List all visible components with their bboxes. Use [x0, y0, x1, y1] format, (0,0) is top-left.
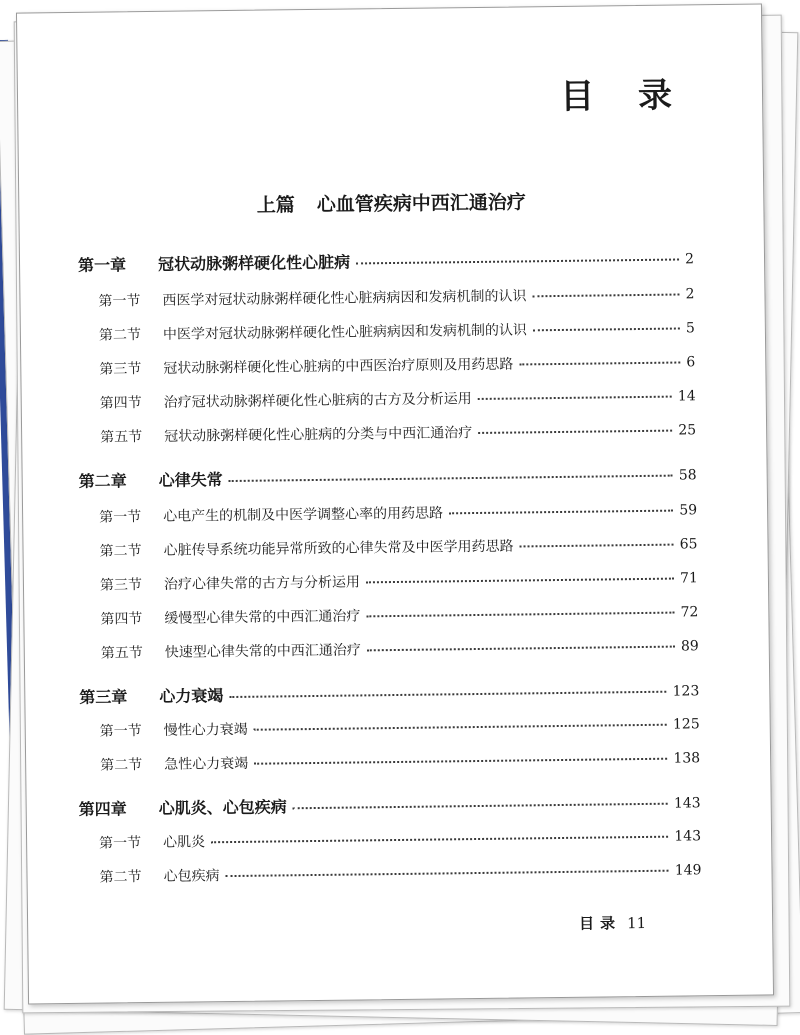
section-title: 冠状动脉粥样硬化性心脏病的中西医治疗原则及用药思路 — [163, 356, 514, 377]
section-title: 治疗心律失常的古方与分析运用 — [163, 574, 361, 593]
leader-dots — [229, 475, 673, 482]
leader-dots — [254, 758, 667, 765]
leader-dots — [519, 362, 680, 366]
toc-section[interactable] — [100, 419, 696, 446]
footer-page-number: 11 — [626, 913, 647, 933]
leader-dots — [229, 691, 666, 698]
section-title: 心电产生的机制及中医学调整心率的用药思路 — [163, 505, 444, 525]
page-number: 2 — [685, 251, 695, 268]
toc-section[interactable] — [100, 385, 696, 412]
page-number: 138 — [673, 750, 701, 767]
leader-dots — [211, 836, 668, 844]
page-number: 71 — [680, 570, 699, 587]
section-number: 第二节 — [99, 543, 142, 560]
chapter-number: 第三章 — [79, 687, 128, 707]
part-heading — [19, 184, 763, 220]
leader-dots — [478, 430, 672, 434]
leader-dots — [532, 294, 679, 298]
toc-section[interactable] — [99, 317, 695, 344]
page-number: 143 — [674, 828, 702, 845]
leader-dots — [449, 510, 673, 515]
footer-label: 目录 — [578, 914, 622, 933]
section-title: 心脏传导系统功能异常所致的心律失常及中医学用药思路 — [163, 538, 514, 559]
section-number: 第五节 — [100, 429, 143, 446]
toc-chapter[interactable] — [79, 789, 701, 820]
leader-dots — [367, 646, 675, 652]
page-number: 65 — [679, 536, 698, 553]
section-number: 第五节 — [100, 645, 143, 662]
section-number: 第一节 — [99, 509, 142, 526]
leader-dots — [226, 870, 669, 877]
section-title: 慢性心力衰竭 — [163, 721, 248, 739]
section-title: 快速型心律失常的中西汇通治疗 — [164, 642, 361, 661]
section-number: 第二节 — [100, 757, 143, 774]
section-title: 急性心力衰竭 — [164, 755, 249, 773]
section-title: 缓慢型心律失常的中西汇通治疗 — [164, 608, 361, 627]
toc-section[interactable] — [99, 499, 697, 526]
page-number: 2 — [685, 286, 695, 303]
leader-dots — [366, 578, 674, 584]
section-number: 第二节 — [99, 869, 142, 886]
leader-dots — [356, 259, 679, 265]
leader-dots — [533, 328, 680, 332]
section-number: 第二节 — [98, 327, 142, 344]
page-number: 143 — [673, 795, 701, 812]
page-footer — [579, 912, 646, 934]
section-title: 西医学对冠状动脉粥样硬化性心脏病病因和发病机制的认识 — [162, 288, 527, 309]
section-number: 第三节 — [99, 577, 143, 594]
toc-section[interactable] — [101, 635, 699, 662]
page-number: 125 — [672, 716, 700, 733]
part-name: 心血管疾病中西汇通治疗 — [316, 191, 526, 216]
section-title: 中医学对冠状动脉粥样硬化性心脏病病因和发病机制的认识 — [162, 322, 527, 343]
toc-title: 目 录 — [559, 75, 689, 117]
page-number: 89 — [680, 638, 699, 655]
chapter-title: 心力衰竭 — [159, 686, 224, 706]
toc-chapter[interactable] — [78, 245, 694, 276]
toc-section[interactable] — [99, 825, 701, 852]
chapter-title: 冠状动脉粥样硬化性心脏病 — [157, 252, 351, 274]
page-number: 5 — [685, 320, 695, 337]
section-title: 治疗冠状动脉粥样硬化性心脏病的古方及分析运用 — [163, 391, 472, 411]
chapter-title: 心律失常 — [158, 470, 223, 490]
page-number: 123 — [672, 683, 700, 700]
section-title: 心肌炎 — [163, 834, 206, 851]
toc-section[interactable] — [99, 351, 695, 378]
chapter-number: 第二章 — [78, 471, 127, 491]
leader-dots — [478, 396, 672, 400]
toc-section[interactable] — [100, 747, 700, 774]
toc-section[interactable] — [100, 601, 698, 628]
section-title: 心包疾病 — [163, 868, 220, 885]
section-number: 第一节 — [99, 723, 142, 740]
section-title: 冠状动脉粥样硬化性心脏病的分类与中西汇通治疗 — [164, 425, 473, 445]
toc-section[interactable] — [100, 713, 700, 740]
section-number: 第一节 — [99, 835, 142, 852]
toc-section[interactable] — [100, 567, 698, 594]
toc-section[interactable] — [99, 533, 697, 560]
toc-chapter[interactable] — [79, 677, 699, 708]
page-number: 58 — [678, 467, 697, 484]
toc-section[interactable] — [98, 283, 694, 310]
chapter-title: 心肌炎、心包疾病 — [158, 797, 287, 818]
chapter-number: 第四章 — [78, 799, 127, 819]
page-number: 25 — [678, 422, 697, 439]
leader-dots — [366, 612, 674, 618]
page-number: 6 — [686, 354, 696, 371]
section-number: 第三节 — [99, 361, 142, 378]
page-number: 14 — [677, 388, 696, 405]
part-label: 上篇 — [256, 194, 295, 217]
section-number: 第四节 — [99, 395, 142, 412]
page-number: 72 — [680, 604, 699, 621]
page-number: 59 — [679, 502, 698, 519]
leader-dots — [520, 544, 674, 548]
toc-chapter[interactable] — [79, 461, 697, 492]
toc-section[interactable] — [99, 859, 701, 886]
section-number: 第一节 — [98, 293, 141, 310]
toc-page — [16, 3, 774, 1004]
chapter-number: 第一章 — [77, 255, 127, 275]
leader-dots — [254, 724, 667, 731]
page-number: 149 — [674, 862, 702, 879]
section-number: 第四节 — [100, 611, 143, 628]
leader-dots — [293, 803, 668, 810]
